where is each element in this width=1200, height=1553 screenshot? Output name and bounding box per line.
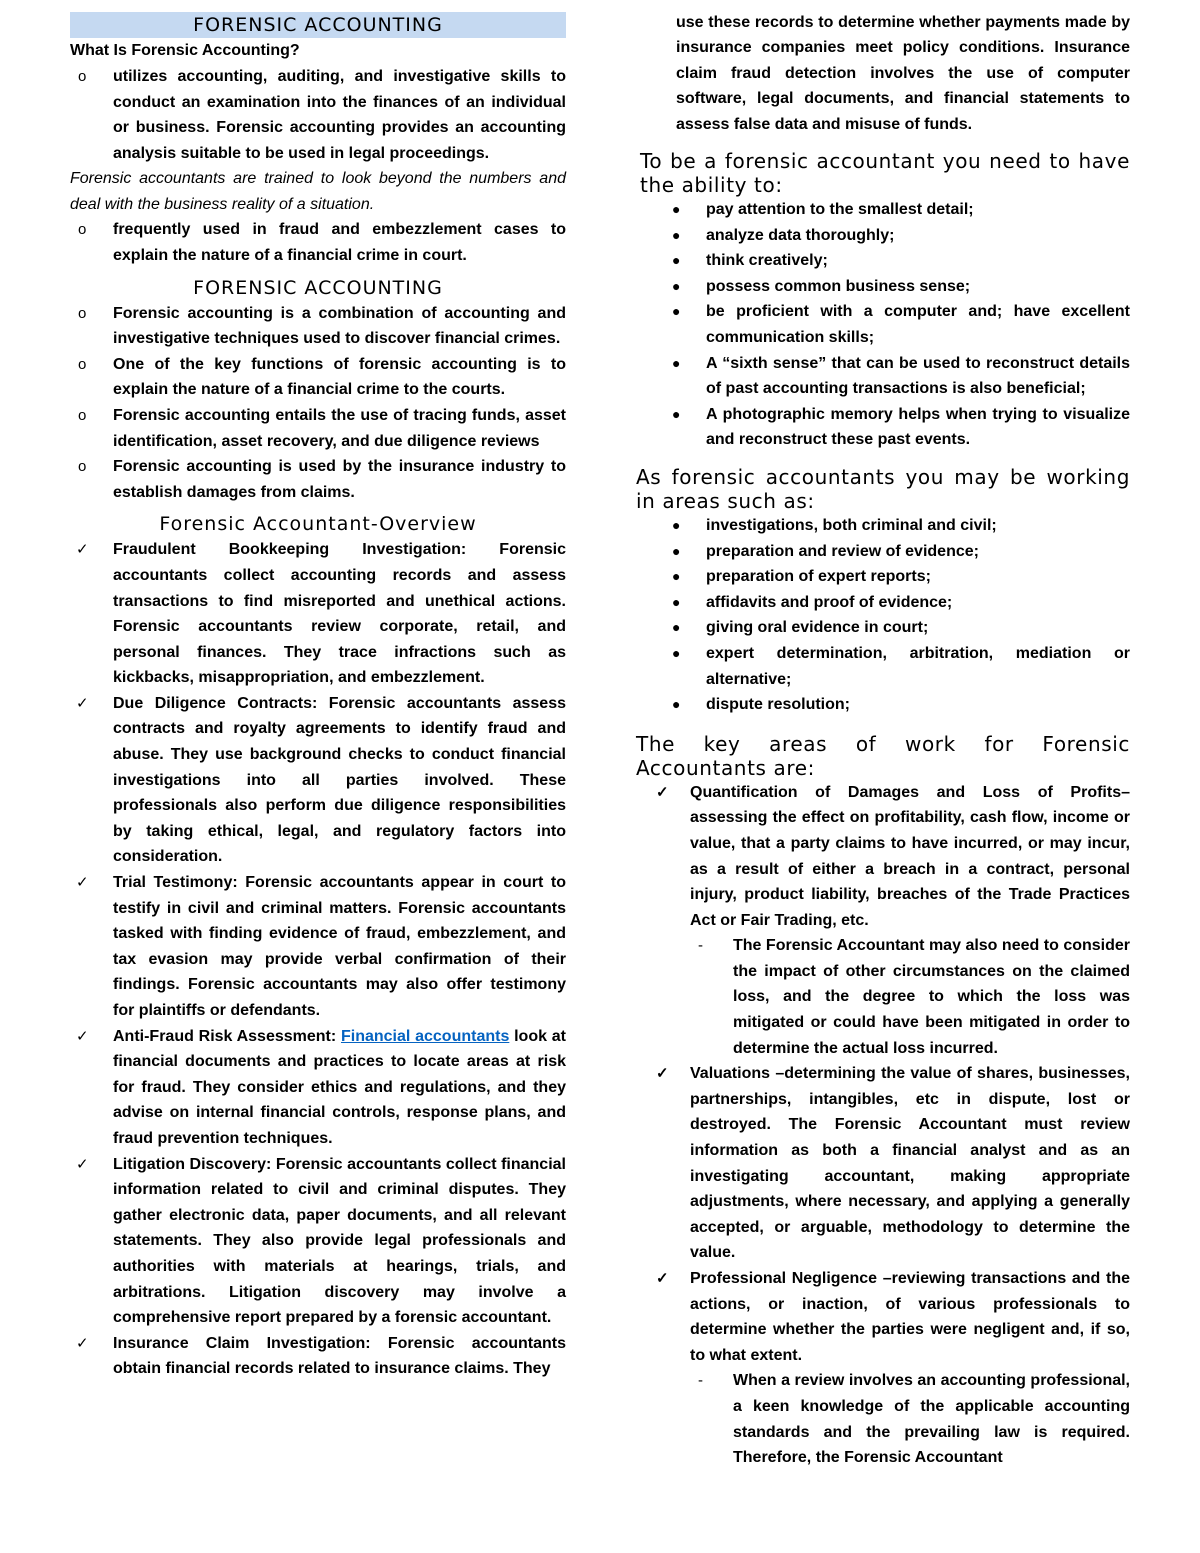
bullet-dot-icon: ●: [672, 542, 681, 559]
key-areas-heading: The key areas of work for Forensic Accountants are:: [636, 731, 1130, 780]
bullet-dot-icon: ●: [672, 226, 681, 243]
list-item: ✓ Trial Testimony: Forensic accountants appear in court to testify in civil and criminal matters. Forensic accountants tasked with finding evidence of fraud, embezzlement, and tax evasion may provide verbal confirmation of their findings. Forensic accountants may also offer testimony for plaintiffs or defendants.: [70, 870, 566, 1024]
checkmark-icon: ✓: [656, 1270, 669, 1287]
checkmark-icon: ✓: [76, 694, 89, 712]
list-item: o Forensic accounting entails the use of tracing funds, asset identification, asset recovery, and due diligence reviews: [70, 403, 566, 454]
list-item: o utilizes accounting, auditing, and investigative skills to conduct an examination into the finances of an individual or business. Forensic accounting provides an accounting analysis suitable to be used in legal proceedings.: [70, 64, 566, 166]
bullet-dot-icon: ●: [672, 516, 681, 533]
list-item: ● be proficient with a computer and; have excellent communication skills;: [636, 299, 1130, 350]
circle-bullet-icon: o: [78, 406, 87, 424]
list-item: ● think creatively;: [636, 248, 1130, 274]
overview-list: [70, 537, 566, 1382]
areas-heading: As forensic accountants you may be working in areas such as:: [636, 464, 1130, 513]
circle-bullet-icon: o: [78, 221, 87, 239]
list-item: ● expert determination, arbitration, mediation or alternative;: [636, 641, 1130, 692]
circle-bullet-icon: o: [78, 304, 87, 322]
right-column: [636, 10, 1130, 1471]
list-item: o Forensic accounting is a combination of accounting and investigative techniques used to discover financial crimes.: [70, 301, 566, 352]
dash-bullet-icon: -: [698, 1372, 703, 1390]
section-heading-overview: Forensic Accountant-Overview: [159, 513, 477, 536]
sub-list-item: - The Forensic Accountant may also need to consider the impact of other circumstances on the claimed loss, and the degree to which the loss was mitigated or could have been mitigated in order to determine the actual loss incurred.: [690, 933, 1130, 1061]
list-item: ✓ Anti-Fraud Risk Assessment: Financial accountants look at financial documents and practices to locate areas at risk for fraud. They consider ethics and regulations, and they advise on internal financial controls, response plans, and fraud prevention techniques.: [70, 1024, 566, 1152]
bullet-dot-icon: ●: [672, 354, 681, 371]
list-item: ● dispute resolution;: [636, 692, 1130, 718]
checkmark-icon: ✓: [76, 1027, 89, 1045]
list-item: o One of the key functions of forensic accounting is to explain the nature of a financial crime to the courts.: [70, 352, 566, 403]
bullet-dot-icon: ●: [672, 277, 681, 294]
forensic-accounting-list: [70, 301, 566, 506]
ability-list: [636, 197, 1130, 453]
title-banner: FORENSIC ACCOUNTING: [70, 12, 566, 38]
list-item: ● giving oral evidence in court;: [636, 615, 1130, 641]
checkmark-icon: ✓: [76, 1155, 89, 1173]
list-item: ✓ Fraudulent Bookkeeping Investigation: Forensic accountants collect accounting records and assess transactions to find misreported and unethical actions. Forensic accountants review corporate, retail, and personal finances. They trace infractions such as kickbacks, misappropriation, and embezzlement.: [70, 537, 566, 691]
negligence-sub-list: [690, 1368, 1130, 1470]
checkmark-icon: ✓: [76, 874, 89, 892]
list-item: o frequently used in fraud and embezzlement cases to explain the nature of a financial crime in court.: [70, 217, 566, 268]
list-item: ✓ Insurance Claim Investigation: Forensic accountants obtain financial records related to insurance claims. They: [70, 1331, 566, 1382]
areas-list: [636, 513, 1130, 718]
ability-heading: To be a forensic accountant you need to have the ability to:: [640, 149, 1130, 198]
list-item: ● analyze data thoroughly;: [636, 223, 1130, 249]
circle-bullet-icon: o: [78, 458, 87, 476]
list-item: ● preparation and review of evidence;: [636, 539, 1130, 565]
checkmark-icon: ✓: [656, 783, 669, 801]
list-item: ● A photographic memory helps when trying to visualize and reconstruct these past events.: [636, 402, 1130, 453]
checkmark-icon: ✓: [656, 1065, 669, 1083]
list-item: ● A “sixth sense” that can be used to reconstruct details of past accounting transactions is also beneficial;: [636, 351, 1130, 402]
question-heading: What Is Forensic Accounting?: [70, 42, 300, 59]
fraud-list: [70, 217, 566, 268]
checkmark-icon: ✓: [76, 541, 89, 559]
bullet-dot-icon: ●: [672, 644, 681, 661]
financial-accountants-link[interactable]: Financial accountants: [340, 1027, 510, 1045]
list-item: ✓ Valuations –determining the value of shares, businesses, partnerships, intangibles, etc in dispute, lost or destroyed. The Forensic Accountant must review information as both a financial analyst and as an investigating accountant, making appropriate adjustments, where necessary, and applying a generally accepted, or arguable, methodology to determine the value.: [636, 1061, 1130, 1266]
list-item: ✓ Quantification of Damages and Loss of Profits– assessing the effect on profitability, cash flow, income or value, that a party claims to have incurred, or may incur, as a result of either a breach in a contract, personal injury, product liability, breaches of the Trade Practices Act or Fair Trading, etc. - The Forensic Accountant may also need to consider the impact of other circumstances on the claimed loss, and the degree to which the loss was mitigated or could have been mitigated in order to determine the actual loss incurred.: [636, 780, 1130, 1062]
list-item: ✓ Litigation Discovery: Forensic accountants collect financial information related to civil and criminal disputes. They gather electronic data, paper documents, and all relevant statements. They also provide legal professionals and authorities with materials at hearings, trials, and arbitrations. Litigation discovery may involve a comprehensive report prepared by a forensic accountant.: [70, 1152, 566, 1331]
circle-bullet-icon: o: [78, 68, 87, 85]
sub-list-item: - When a review involves an accounting professional, a keen knowledge of the applicable accounting standards and the prevailing law is required. Therefore, the Forensic Accountant: [690, 1368, 1130, 1470]
key-areas-list: [636, 780, 1130, 1471]
bullet-dot-icon: ●: [672, 593, 681, 610]
damages-sub-list: [690, 933, 1130, 1061]
bullet-dot-icon: ●: [672, 405, 681, 422]
dash-bullet-icon: -: [698, 937, 703, 955]
intro-list: [70, 64, 566, 166]
section-heading-forensic-accounting: FORENSIC ACCOUNTING: [193, 276, 443, 299]
bullet-dot-icon: ●: [672, 201, 681, 218]
list-item: ● pay attention to the smallest detail;: [636, 197, 1130, 223]
bullet-dot-icon: ●: [672, 303, 681, 320]
bullet-dot-icon: ●: [672, 619, 681, 636]
italic-note: Forensic accountants are trained to look beyond the numbers and deal with the business reality of a situation.: [70, 170, 567, 213]
circle-bullet-icon: o: [78, 355, 87, 373]
list-item: ✓ Professional Negligence –reviewing transactions and the actions, or inaction, of various professionals to determine whether the parties were negligent and, if so, to what extent. - When a review involves an accounting professional, a keen knowledge of the applicable accounting standards and the prevailing law is required. Therefore, the Forensic Accountant: [636, 1266, 1130, 1471]
checkmark-icon: ✓: [76, 1334, 89, 1352]
list-item: ● preparation of expert reports;: [636, 564, 1130, 590]
bullet-dot-icon: ●: [672, 696, 681, 713]
list-item: ✓ Due Diligence Contracts: Forensic accountants assess contracts and royalty agreements to identify fraud and abuse. They use background checks to conduct financial investigations into all parties involved. These professionals also perform due diligence responsibilities by taking ethical, legal, and regulatory factors into consideration.: [70, 691, 566, 870]
list-item: ● affidavits and proof of evidence;: [636, 590, 1130, 616]
list-item: o Forensic accounting is used by the insurance industry to establish damages from claims.: [70, 454, 566, 505]
left-column: [70, 10, 566, 1382]
bullet-dot-icon: ●: [672, 252, 681, 269]
continuation-paragraph: use these records to determine whether payments made by insurance companies meet policy conditions. Insurance claim fraud detection involves the use of computer software, legal documents, and financial statements to assess false data and misuse of funds.: [676, 14, 1130, 133]
list-item: ● investigations, both criminal and civil;: [636, 513, 1130, 539]
list-item: ● possess common business sense;: [636, 274, 1130, 300]
bullet-dot-icon: ●: [672, 568, 681, 585]
